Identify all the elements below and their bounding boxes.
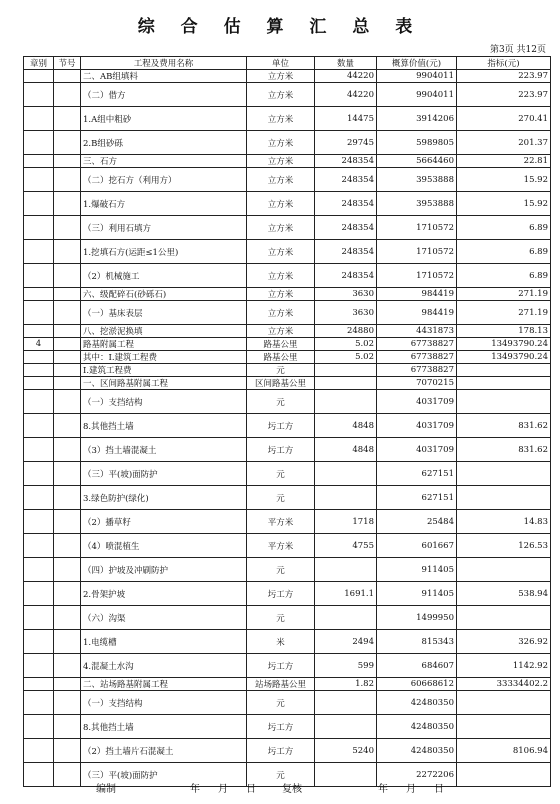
cell-unit: 立方米 (247, 216, 315, 240)
cell-value: 67738827 (377, 364, 457, 377)
cell-quantity: 1691.1 (315, 582, 377, 606)
cell-unit: 立方米 (247, 325, 315, 338)
cell-index: 271.19 (457, 301, 551, 325)
cell-index (457, 364, 551, 377)
cell-unit: 圬工方 (247, 438, 315, 462)
cell-chapter (24, 438, 54, 462)
cell-section (54, 739, 81, 763)
cell-section (54, 678, 81, 691)
cell-index: 13493790.24 (457, 338, 551, 351)
cell-chapter (24, 606, 54, 630)
cell-value: 4031709 (377, 390, 457, 414)
cell-value: 815343 (377, 630, 457, 654)
cell-quantity (315, 364, 377, 377)
cell-value: 60668612 (377, 678, 457, 691)
cell-chapter (24, 558, 54, 582)
table-row (24, 438, 551, 462)
cell-quantity: 5.02 (315, 338, 377, 351)
cell-section (54, 301, 81, 325)
cell-unit: 立方米 (247, 192, 315, 216)
cell-name: Ⅰ.建筑工程费 (81, 364, 247, 377)
table-row (24, 654, 551, 678)
cell-quantity (315, 462, 377, 486)
cell-section (54, 155, 81, 168)
cell-chapter (24, 301, 54, 325)
cell-section (54, 70, 81, 83)
cell-unit: 站场路基公里 (247, 678, 315, 691)
cell-unit: 立方米 (247, 70, 315, 83)
cell-name: （六）沟渠 (81, 606, 247, 630)
cell-section (54, 83, 81, 107)
cell-value: 1710572 (377, 264, 457, 288)
cell-chapter (24, 654, 54, 678)
cell-unit: 区间路基公里 (247, 377, 315, 390)
cell-chapter (24, 83, 54, 107)
cell-quantity: 248354 (315, 264, 377, 288)
cell-index: 33334402.2 (457, 678, 551, 691)
cell-index (457, 558, 551, 582)
cell-quantity (315, 486, 377, 510)
cell-value: 984419 (377, 288, 457, 301)
cell-name: 路基附属工程 (81, 338, 247, 351)
cell-chapter (24, 462, 54, 486)
cell-quantity: 29745 (315, 131, 377, 155)
cell-value: 601667 (377, 534, 457, 558)
cell-index: 1142.92 (457, 654, 551, 678)
page-number-info: 第3页 共12页 (489, 45, 546, 55)
cell-chapter (24, 678, 54, 691)
cell-value: 4431873 (377, 325, 457, 338)
header-index: 指标(元) (457, 57, 551, 70)
cell-section (54, 630, 81, 654)
cell-quantity: 2494 (315, 630, 377, 654)
table-row (24, 582, 551, 606)
table-row (24, 715, 551, 739)
cell-section (54, 414, 81, 438)
cell-section (54, 715, 81, 739)
cell-quantity: 248354 (315, 168, 377, 192)
cell-unit: 立方米 (247, 301, 315, 325)
cell-section (54, 582, 81, 606)
cell-value: 67738827 (377, 338, 457, 351)
cell-index: 6.89 (457, 240, 551, 264)
cell-unit: 圬工方 (247, 582, 315, 606)
cell-chapter (24, 168, 54, 192)
cell-section (54, 390, 81, 414)
table-row (24, 630, 551, 654)
cell-unit: 元 (247, 364, 315, 377)
table-row (24, 155, 551, 168)
cell-chapter (24, 715, 54, 739)
header-section: 节号 (54, 57, 81, 70)
cell-index: 271.19 (457, 288, 551, 301)
cell-value: 5989805 (377, 131, 457, 155)
cell-value: 684607 (377, 654, 457, 678)
cell-value: 2272206 (377, 763, 457, 787)
table-row (24, 83, 551, 107)
table-row (24, 606, 551, 630)
header-unit: 单位 (247, 57, 315, 70)
cell-name: 1.A组中粗砂 (81, 107, 247, 131)
cell-index: 22.81 (457, 155, 551, 168)
prepared-year-label: 年 (190, 784, 200, 795)
table-row (24, 364, 551, 377)
cell-unit: 元 (247, 763, 315, 787)
cell-quantity: 248354 (315, 192, 377, 216)
cell-chapter (24, 155, 54, 168)
cell-index: 326.92 (457, 630, 551, 654)
cell-value: 7070215 (377, 377, 457, 390)
cell-name: 8.其他挡土墙 (81, 715, 247, 739)
cell-name: 2.骨架护坡 (81, 582, 247, 606)
cell-name: 三、石方 (81, 155, 247, 168)
review-month-label: 月 (406, 784, 416, 795)
prepared-label: 编制 (96, 784, 116, 795)
cell-quantity (315, 763, 377, 787)
cell-value: 42480350 (377, 691, 457, 715)
cell-unit: 元 (247, 606, 315, 630)
cell-unit: 立方米 (247, 131, 315, 155)
table-row (24, 70, 551, 83)
cell-quantity: 5.02 (315, 351, 377, 364)
cell-index (457, 606, 551, 630)
table-row (24, 510, 551, 534)
cell-section (54, 325, 81, 338)
cell-unit: 圬工方 (247, 715, 315, 739)
cell-section (54, 606, 81, 630)
header-chapter: 章别 (24, 57, 54, 70)
cell-index: 8106.94 (457, 739, 551, 763)
cell-section (54, 364, 81, 377)
cell-chapter (24, 377, 54, 390)
prepared-month-label: 月 (218, 784, 228, 795)
cell-section (54, 510, 81, 534)
cell-quantity (315, 715, 377, 739)
cell-index: 6.89 (457, 216, 551, 240)
table-row (24, 558, 551, 582)
cell-quantity (315, 558, 377, 582)
cell-quantity: 4755 (315, 534, 377, 558)
cell-value: 3914206 (377, 107, 457, 131)
table-row (24, 216, 551, 240)
table-row (24, 168, 551, 192)
cell-name: 六、级配碎石(砂砾石) (81, 288, 247, 301)
cell-quantity: 44220 (315, 70, 377, 83)
cell-unit: 圬工方 (247, 739, 315, 763)
cell-section (54, 377, 81, 390)
cell-name: 8.其他挡土墙 (81, 414, 247, 438)
cell-name: 1.电缆槽 (81, 630, 247, 654)
table-row (24, 462, 551, 486)
table-body (24, 70, 551, 787)
cell-name: （三）平(坡)面防护 (81, 462, 247, 486)
cell-unit: 元 (247, 390, 315, 414)
cell-section (54, 654, 81, 678)
cell-index: 14.83 (457, 510, 551, 534)
cell-name: （一）支挡结构 (81, 691, 247, 715)
cell-name: 一、区间路基附属工程 (81, 377, 247, 390)
cell-name: 其中：Ⅰ.建筑工程费 (81, 351, 247, 364)
cell-section (54, 763, 81, 787)
cell-unit: 平方米 (247, 510, 315, 534)
cell-section (54, 264, 81, 288)
cell-quantity: 248354 (315, 155, 377, 168)
cell-section (54, 192, 81, 216)
cell-index: 831.62 (457, 414, 551, 438)
cell-unit: 立方米 (247, 264, 315, 288)
cell-quantity: 5240 (315, 739, 377, 763)
cell-index: 201.37 (457, 131, 551, 155)
cell-quantity: 248354 (315, 240, 377, 264)
header-value: 概算价值(元) (377, 57, 457, 70)
cell-index (457, 390, 551, 414)
cell-value: 9904011 (377, 83, 457, 107)
cell-quantity: 599 (315, 654, 377, 678)
cell-index: 223.97 (457, 83, 551, 107)
cell-unit: 立方米 (247, 155, 315, 168)
cell-index (457, 691, 551, 715)
cell-unit: 圬工方 (247, 414, 315, 438)
cell-name: （二）挖石方（利用方） (81, 168, 247, 192)
table-row (24, 288, 551, 301)
cell-chapter (24, 763, 54, 787)
cell-section (54, 462, 81, 486)
cell-quantity (315, 606, 377, 630)
cell-value: 984419 (377, 301, 457, 325)
cell-chapter (24, 364, 54, 377)
cell-value: 5664460 (377, 155, 457, 168)
cell-chapter (24, 107, 54, 131)
cell-chapter (24, 691, 54, 715)
cell-chapter (24, 630, 54, 654)
cell-chapter (24, 131, 54, 155)
cell-index (457, 486, 551, 510)
review-year-label: 年 (378, 784, 388, 795)
cell-index: 13493790.24 (457, 351, 551, 364)
cell-index (457, 377, 551, 390)
cell-chapter (24, 240, 54, 264)
cell-value: 1710572 (377, 216, 457, 240)
cell-value: 1710572 (377, 240, 457, 264)
table-row (24, 739, 551, 763)
cell-name: （2）机械施工 (81, 264, 247, 288)
cell-name: （2）挡土墙片石混凝土 (81, 739, 247, 763)
cell-name: 2.B组砂砾 (81, 131, 247, 155)
cell-index (457, 763, 551, 787)
cell-quantity (315, 691, 377, 715)
cell-quantity: 44220 (315, 83, 377, 107)
cell-quantity: 1718 (315, 510, 377, 534)
cell-value: 627151 (377, 486, 457, 510)
cell-chapter (24, 288, 54, 301)
cell-section (54, 107, 81, 131)
cell-index: 831.62 (457, 438, 551, 462)
cell-value: 3953888 (377, 168, 457, 192)
cell-quantity: 14475 (315, 107, 377, 131)
table-row (24, 534, 551, 558)
table-header-row (24, 57, 551, 70)
cell-name: 1.挖填石方(运距≤1公里) (81, 240, 247, 264)
cell-name: 二、站场路基附属工程 (81, 678, 247, 691)
cell-chapter (24, 70, 54, 83)
cell-name: （一）支挡结构 (81, 390, 247, 414)
cell-value: 42480350 (377, 739, 457, 763)
header-name: 工程及费用名称 (81, 57, 247, 70)
cell-name: 二、AB组填料 (81, 70, 247, 83)
cell-value: 911405 (377, 558, 457, 582)
cell-chapter (24, 414, 54, 438)
cell-quantity (315, 377, 377, 390)
review-label: 复核 (282, 784, 302, 795)
cell-name: （三）平(坡)面防护 (81, 763, 247, 787)
cell-value: 42480350 (377, 715, 457, 739)
cell-name: （3）挡土墙混凝土 (81, 438, 247, 462)
table-row (24, 486, 551, 510)
cell-index: 15.92 (457, 168, 551, 192)
cell-name: 1.爆破石方 (81, 192, 247, 216)
cell-unit: 立方米 (247, 168, 315, 192)
cell-index: 178.13 (457, 325, 551, 338)
cell-quantity: 3630 (315, 301, 377, 325)
table-row (24, 107, 551, 131)
cell-unit: 立方米 (247, 83, 315, 107)
cell-section (54, 691, 81, 715)
cell-name: （三）利用石填方 (81, 216, 247, 240)
cell-chapter (24, 216, 54, 240)
estimate-summary-table (23, 56, 551, 787)
cell-chapter (24, 325, 54, 338)
cell-chapter (24, 739, 54, 763)
cell-section (54, 216, 81, 240)
cell-chapter: 4 (24, 338, 54, 351)
cell-quantity (315, 390, 377, 414)
table-row (24, 351, 551, 364)
cell-unit: 元 (247, 691, 315, 715)
cell-value: 1499950 (377, 606, 457, 630)
cell-index (457, 462, 551, 486)
cell-unit: 元 (247, 462, 315, 486)
cell-section (54, 131, 81, 155)
cell-name: （二）借方 (81, 83, 247, 107)
cell-name: （4）喷混植生 (81, 534, 247, 558)
cell-index: 15.92 (457, 192, 551, 216)
cell-unit: 立方米 (247, 288, 315, 301)
cell-index: 126.53 (457, 534, 551, 558)
cell-section (54, 240, 81, 264)
table-row (24, 301, 551, 325)
cell-quantity: 1.82 (315, 678, 377, 691)
cell-unit: 米 (247, 630, 315, 654)
cell-chapter (24, 192, 54, 216)
cell-quantity: 248354 (315, 216, 377, 240)
cell-chapter (24, 486, 54, 510)
cell-section (54, 558, 81, 582)
review-day-label: 日 (434, 784, 444, 795)
cell-section (54, 351, 81, 364)
cell-value: 911405 (377, 582, 457, 606)
table-row (24, 691, 551, 715)
cell-section (54, 438, 81, 462)
page-title: 综 合 估 算 汇 总 表 (137, 17, 423, 37)
table-row (24, 390, 551, 414)
cell-section (54, 168, 81, 192)
cell-chapter (24, 264, 54, 288)
cell-chapter (24, 534, 54, 558)
header-quantity: 数量 (315, 57, 377, 70)
cell-chapter (24, 510, 54, 534)
cell-index (457, 715, 551, 739)
cell-name: 3.绿色防护(绿化) (81, 486, 247, 510)
cell-unit: 元 (247, 486, 315, 510)
cell-name: 八、挖淤泥换填 (81, 325, 247, 338)
cell-unit: 圬工方 (247, 654, 315, 678)
cell-chapter (24, 390, 54, 414)
cell-section (54, 288, 81, 301)
cell-value: 4031709 (377, 414, 457, 438)
cell-unit: 立方米 (247, 107, 315, 131)
cell-name: （一）基床表层 (81, 301, 247, 325)
cell-unit: 路基公里 (247, 338, 315, 351)
cell-unit: 元 (247, 558, 315, 582)
cell-section (54, 486, 81, 510)
cell-unit: 立方米 (247, 240, 315, 264)
cell-chapter (24, 351, 54, 364)
cell-unit: 平方米 (247, 534, 315, 558)
table-row (24, 192, 551, 216)
table-row (24, 264, 551, 288)
table-row (24, 414, 551, 438)
cell-quantity: 4848 (315, 414, 377, 438)
table-row (24, 338, 551, 351)
cell-unit: 路基公里 (247, 351, 315, 364)
table-row (24, 377, 551, 390)
cell-value: 3953888 (377, 192, 457, 216)
cell-index: 270.41 (457, 107, 551, 131)
cell-index: 6.89 (457, 264, 551, 288)
cell-name: （2）播草籽 (81, 510, 247, 534)
cell-section (54, 534, 81, 558)
table-row (24, 678, 551, 691)
cell-index: 538.94 (457, 582, 551, 606)
cell-quantity: 4848 (315, 438, 377, 462)
cell-value: 67738827 (377, 351, 457, 364)
cell-index: 223.97 (457, 70, 551, 83)
cell-value: 4031709 (377, 438, 457, 462)
table-row (24, 240, 551, 264)
cell-quantity: 24880 (315, 325, 377, 338)
cell-name: 4.混凝土水沟 (81, 654, 247, 678)
cell-chapter (24, 582, 54, 606)
cell-value: 25484 (377, 510, 457, 534)
table-row (24, 325, 551, 338)
table-row (24, 131, 551, 155)
prepared-day-label: 日 (246, 784, 256, 795)
cell-quantity: 3630 (315, 288, 377, 301)
cell-section (54, 338, 81, 351)
cell-name: （四）护坡及冲刷防护 (81, 558, 247, 582)
cell-value: 627151 (377, 462, 457, 486)
cell-value: 9904011 (377, 70, 457, 83)
